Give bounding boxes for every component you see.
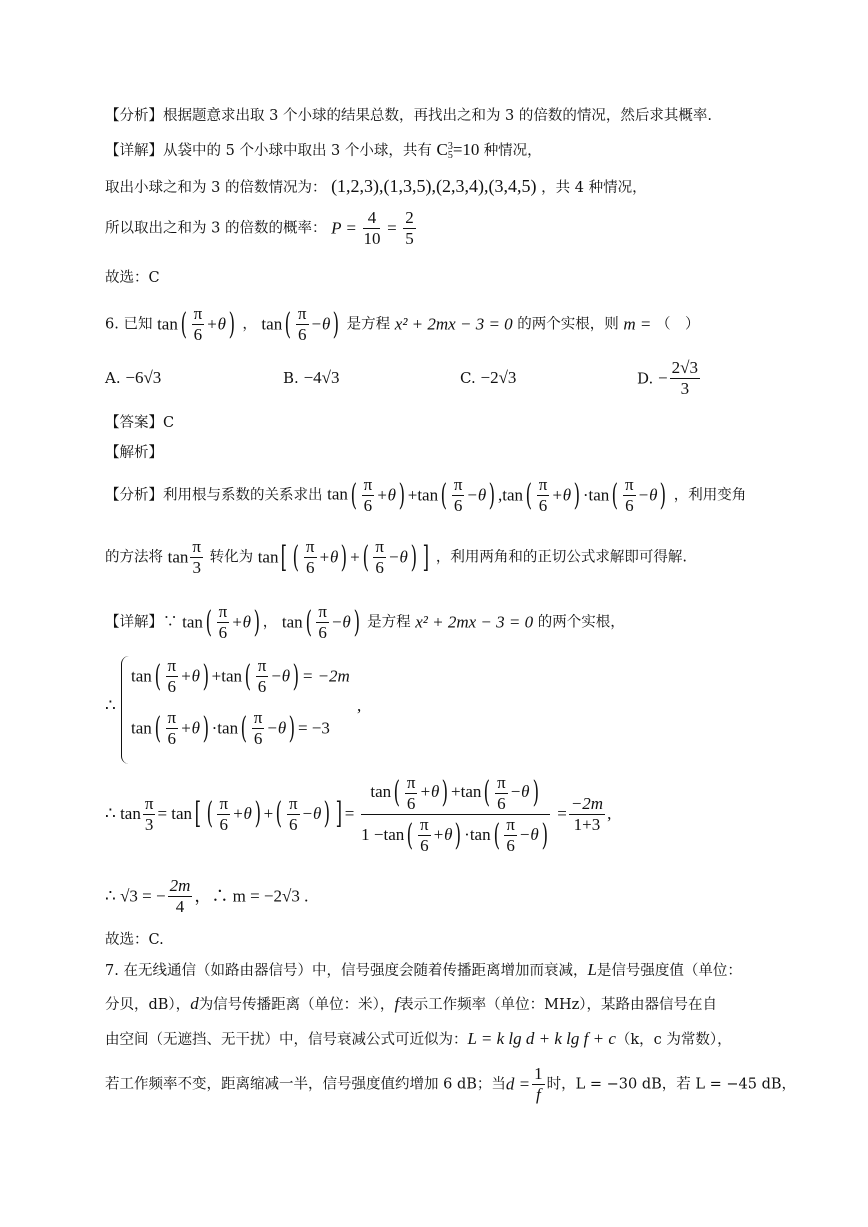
question-7-line-3: 由空间（无遮挡、无干扰）中，信号衰减公式可近似为：L = k lg d + k lg f + c（k，c 为常数）， — [105, 1029, 732, 1048]
quadratic-equation: x² + 2mx − 3 = 0 — [394, 314, 513, 334]
fraction-4-10: $\frac{4}{10}$ — [363, 208, 381, 248]
analysis-line-2: 【分析】利用根与系数的关系求出 tan( $\frac{\pi}{6}$ +θ) +tan( $\frac{\pi}{6}$ −θ) ,tan( $\frac{\pi}{6}$ +θ) ·tan( $\frac{\pi}{6}$ −θ) ，利用变角 — [105, 475, 747, 515]
cases-sets: (1,2,3),(1,3,5),(2,3,4),(3,4,5) — [331, 176, 537, 196]
explanation-heading: 【解析】 — [105, 445, 163, 461]
analysis-line-3: 的方法将 tan $\frac{\pi}{3}$ 转化为 tan[ ( $\frac{\pi}{6}$ +θ) +( $\frac{\pi}{6}$ −θ) ] ，利用两角和的正切公式求解即可得解. — [105, 537, 687, 577]
tan-sum-derivation: ∴ tan $\frac{\pi}{3}$ = tan[ ( $\frac{\pi}{6}$ +θ) +( $\frac{\pi}{6}$ −θ) ] = tan( $\frac{\pi}{6}$ +θ) +tan( $\frac{\pi}{6}$ −θ) 1 −tan( $\frac{\pi}{6}$ +θ) ·tan( $\frac{\pi}{6}$ −θ) = $\frac{-2m}{1+3}$ , — [105, 772, 612, 856]
option-b: B. −4√3 — [283, 368, 340, 387]
system-row-1: tan( $\frac{\pi}{6}$ +θ) +tan( $\frac{\pi}{6}$ −θ) = −2m — [131, 656, 350, 696]
option-a: A. −6√3 — [105, 368, 162, 387]
question-7-line-2: 分贝，dB），d为信号传播距离（单位：米），f表示工作频率（单位：MHz），某路由器信号在自 — [105, 994, 718, 1013]
analysis-line-1 — [105, 106, 712, 126]
probability-line: 所以取出之和为 3 的倍数的概率： P = $\frac{4}{10}$ = $\frac{2}{5}$ — [105, 208, 414, 248]
detail-text: 【详解】从袋中的 5 个小球中取出 3 个小球，共有 — [105, 143, 432, 159]
result-line: ∴ √3 = − $\frac{2m}{4}$ ，∴ m = −2√3 . — [105, 876, 309, 916]
question-7-line-1: 7. 在无线通信（如路由器信号）中，信号强度会随着传播距离增加而衰减，L是信号强度值（单位： — [105, 960, 742, 979]
option-d: D. − $\frac{2√3}{3}$ — [637, 358, 698, 398]
choice-line-2: 故选：C. — [105, 932, 164, 948]
answer-line: 【答案】C — [105, 415, 175, 431]
question-7-line-4: 若工作频率不变，距离缩减一半，信号强度值约增加 6 dB；当d = $\frac{1}{f}$ 时，L = −30 dB，若 L = −45 dB， — [105, 1064, 797, 1104]
cases-line: 取出小球之和为 3 的倍数情况为： (1,2,3),(1,3,5),(2,3,4),(3,4,5) ，共 4 种情况， — [105, 176, 647, 196]
detail-line-2: 【详解】∵ tan( $\frac{\pi}{6}$ +θ) ， tan( $\frac{\pi}{6}$ −θ) 是方程 x² + 2mx − 3 = 0 的两个实根， — [105, 602, 625, 642]
question-6: 6. 已知 tan( $\frac{\pi}{6}$ +θ) ， tan( $\frac{\pi}{6}$ −θ) 是方程 x² + 2mx − 3 = 0 的两个实根，则 m = （ ） — [105, 304, 700, 344]
combination-expr: C 3 5 =10 — [436, 140, 480, 162]
choice-line: 故选：C — [105, 270, 160, 286]
system-row-2: tan( $\frac{\pi}{6}$ +θ) ·tan( $\frac{\pi}{6}$ −θ) = −3 — [131, 708, 330, 748]
fraction-2-5: $\frac{2}{5}$ — [405, 208, 414, 248]
detail-line-1: 【详解】从袋中的 5 个小球中取出 3 个小球，共有 C 3 5 =10 种情况， — [105, 140, 542, 162]
option-c: C. −2√3 — [460, 368, 517, 387]
analysis-text: 【分析】根据题意求出取 3 个小球的结果总数，再找出之和为 3 的倍数的情况，然后求其概率. — [105, 108, 712, 124]
